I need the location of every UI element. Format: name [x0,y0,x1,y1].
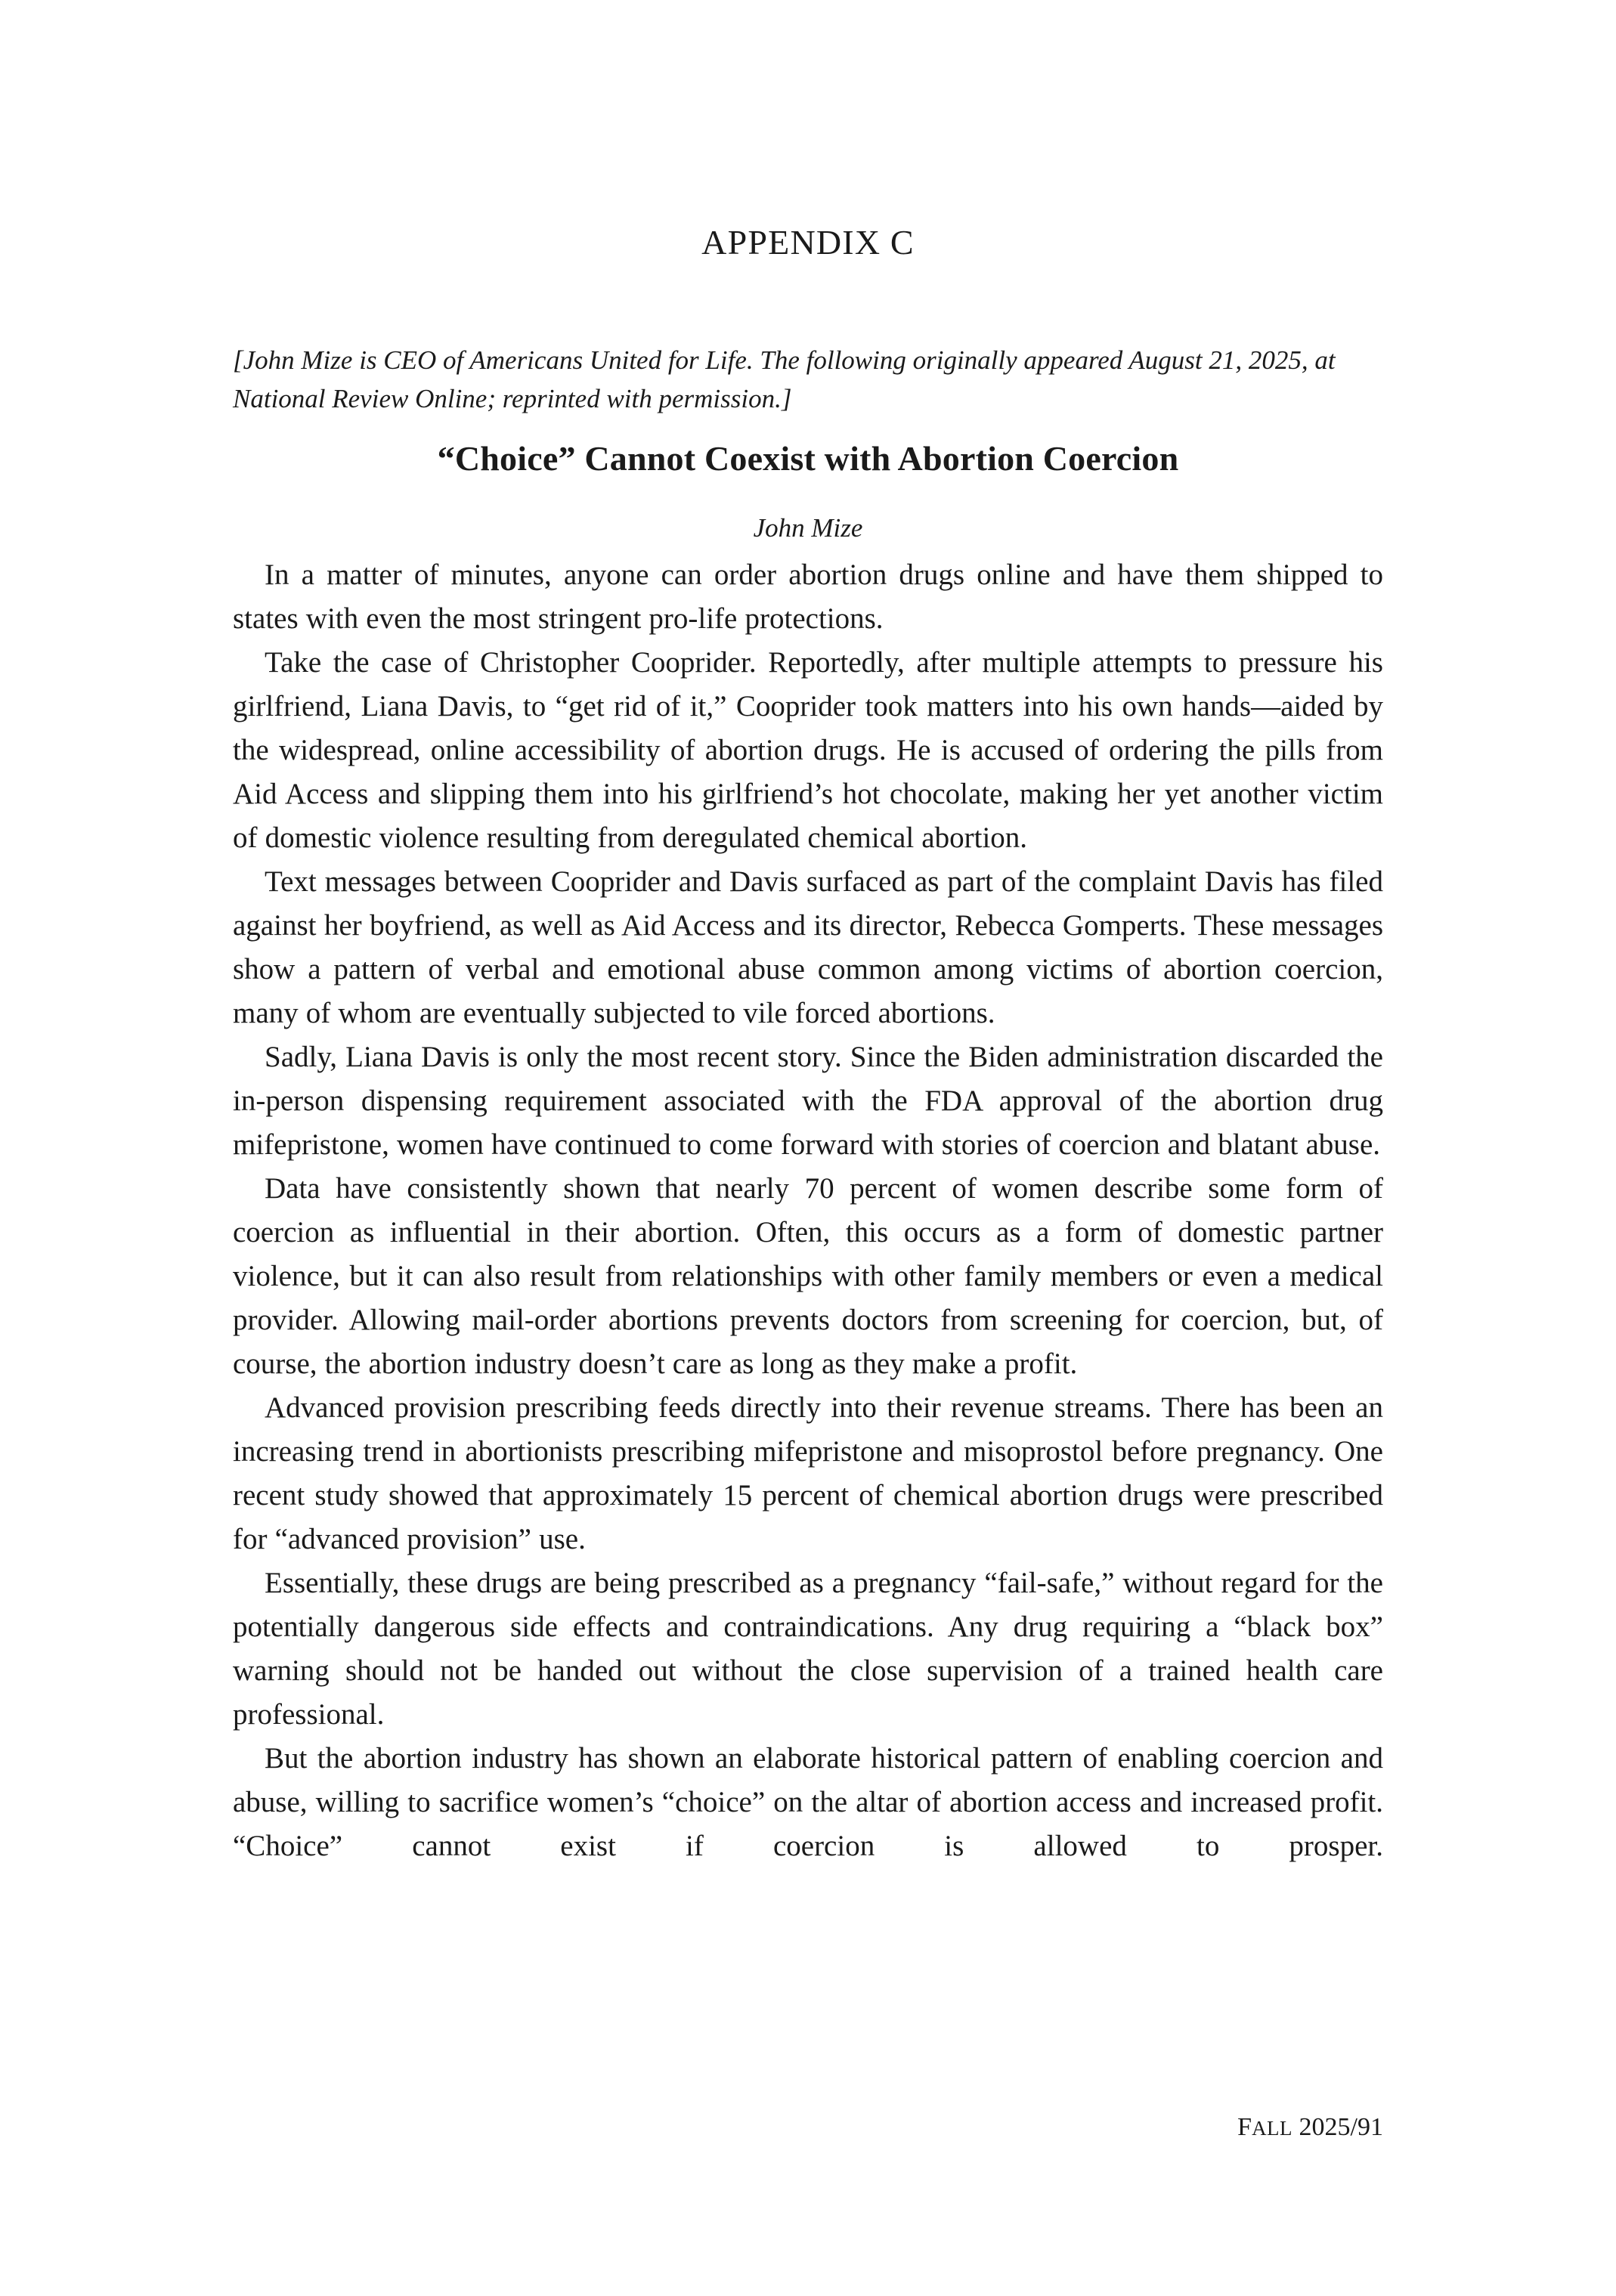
footer-issue: 2025/91 [1292,2113,1383,2141]
body-paragraph: Text messages between Cooprider and Davis surfaced as part of the complaint Davis has filed against her boyfriend, as well as Aid Access and its director, Rebecca Gomperts. These messages show a pattern of verbal and emotional abuse common among victims of abortion coercion, many of whom are eventually subjected to vile forced abortions. [233,865,1383,1029]
appendix-heading: APPENDIX C [701,223,915,261]
body-paragraph: Advanced provision prescribing feeds directly into their revenue streams. There has been an increasing trend in abortionists prescribing mifepristone and misoprostol before pregnancy. One recent study showed that approximately 15 percent of chemical abortion drugs were prescribed for “advanced provision” use. [233,1391,1383,1555]
body-paragraph: But the abortion industry has shown an elaborate historical pattern of enabling coercion and abuse, willing to sacrifice women’s “choice” on the altar of abortion access and increased profit. “Choice” cannot exist if coercion is allowed to prosper. [233,1741,1383,1862]
author-byline: John Mize [753,512,863,543]
body-paragraph: Data have consistently shown that nearly 70 percent of women describe some form of coercion as influential in their abortion. Often, this occurs as a form of domestic partner violence, but it can also result from relationships with other family members or even a medical provider. Allowing mail-order abortions prevents doctors from screening for coercion, but, of course, the abortion industry doesn’t care as long as they make a profit. [233,1171,1383,1380]
body-paragraph: In a matter of minutes, anyone can order abortion drugs online and have them shipped to states with even the most stringent pro-life protections. [233,558,1383,635]
footer-season-lead: F [1237,2113,1252,2141]
body-paragraph: Take the case of Christopher Cooprider. Reportedly, after multiple attempts to pressure his girlfriend, Liana Davis, to “get rid of it,” Cooprider took matters into his own hands—aided by the widespread, online accessibility of abortion drugs. He is accused of ordering the pills from Aid Access and slipping them into his girlfriend’s hot chocolate, making her yet another victim of domestic violence resulting from deregulated chemical abortion. [233,645,1383,854]
page-content [233,0,1383,1868]
article-body [233,544,1383,1868]
body-paragraph: Sadly, Liana Davis is only the most recent story. Since the Biden administration discarded the in-person dispensing requirement associated with the FDA approval of the abortion drug mifepristone, women have continued to come forward with stories of coercion and blatant abuse. [233,1040,1383,1161]
body-paragraph: Essentially, these drugs are being prescribed as a pregnancy “fail-safe,” without regard for the potentially dangerous side effects and contraindications. Any drug requiring a “black box” warning should not be handed out without the close supervision of a trained health care professional. [233,1566,1383,1731]
article-title: “Choice” Cannot Coexist with Abortion Coercion [437,438,1179,478]
page-footer [233,2112,1383,2143]
editor-note: [John Mize is CEO of Americans United for Life. The following originally appeared August 21, 2025, at National Review Online; reprinted with permission.] [233,345,1336,413]
footer-season-rest: ALL [1252,2117,1293,2140]
